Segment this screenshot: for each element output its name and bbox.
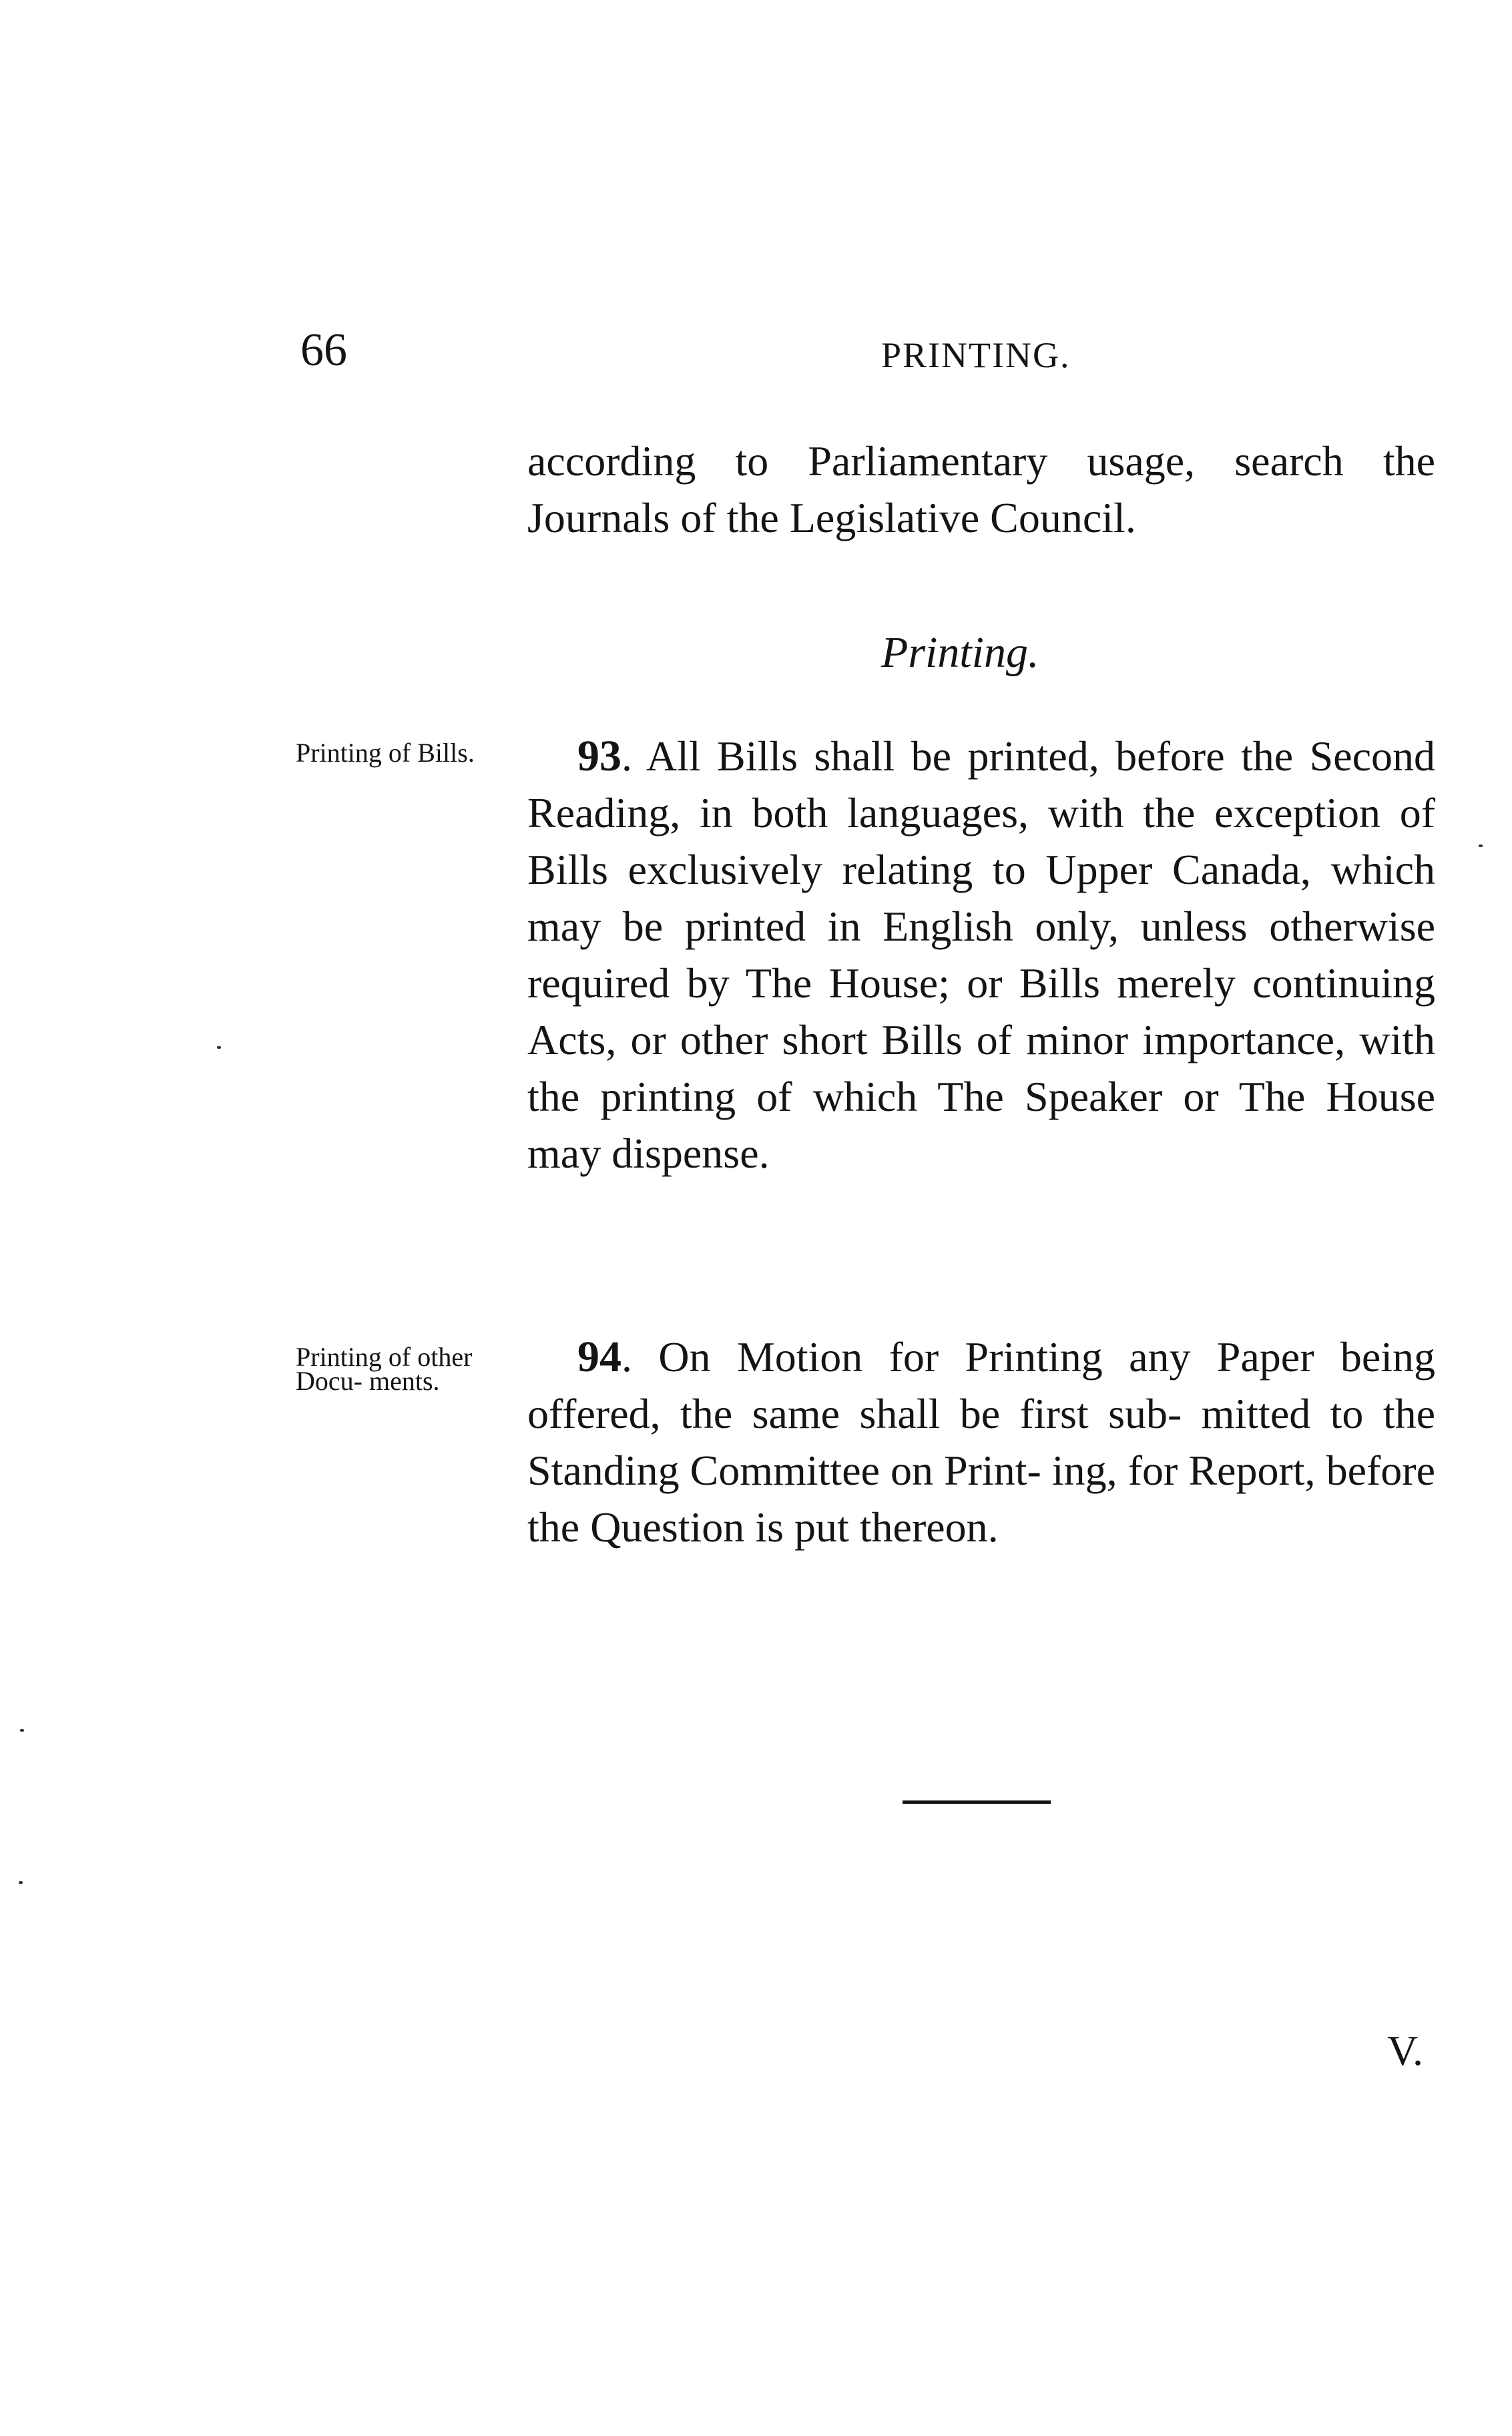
rule-94-paragraph [527,1328,1435,1555]
rule-text: All Bills shall be printed, before the Second Reading, in both languages, with the exception of Bills exclusively relating to Upper Canada, which may be printed in English only, unless otherwise required by The House; or Bills merely continuing Acts, or other short Bills of minor importance, with the printing of which The Speaker or The House may dispense. [527,732,1436,1177]
section-divider [903,1800,1051,1804]
print-speck [20,1729,24,1732]
rule-number: 94 [577,1332,621,1381]
catchword: V. [1387,2027,1423,2074]
rule-number-period: . [621,732,646,780]
print-speck [1479,844,1483,847]
continuation-paragraph: according to Parliamentary usage, search the Journals of the Legislative Council. [527,437,1435,541]
margin-note-rule-93: Printing of Bills. [296,738,475,768]
rule-text: On Motion for Printing any Paper being offered, the same shall be first sub- mitted to the Standing Committee on Print- ing, for Report, before the Question is put thereon. [527,1333,1436,1551]
print-speck [217,1046,221,1049]
page-number: 66 [300,324,347,376]
running-head: PRINTING. [881,335,1071,375]
print-speck [19,1881,23,1884]
rule-number-period: . [621,1333,659,1381]
section-heading: Printing. [881,628,1039,677]
rule-93-paragraph [527,728,1435,1182]
rule-number: 93 [577,732,621,780]
margin-note-rule-94: Printing of other Docu- ments. [296,1342,473,1396]
